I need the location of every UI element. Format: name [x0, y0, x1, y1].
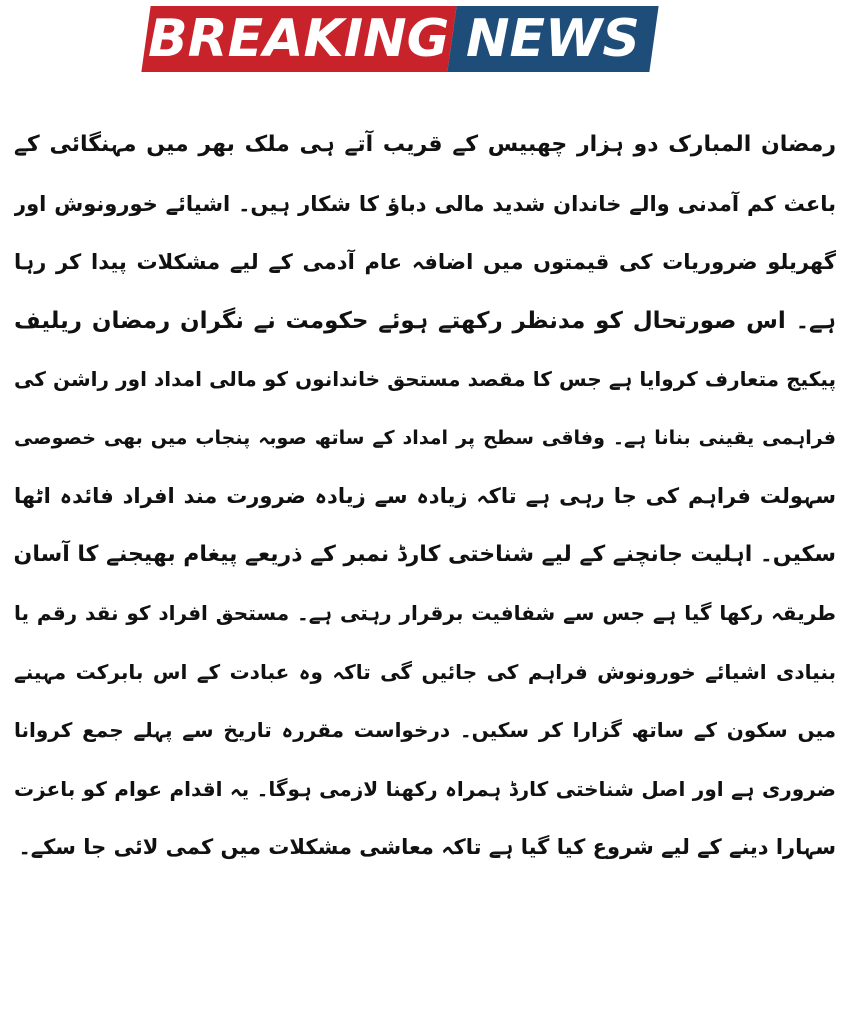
banner-news-block: [447, 6, 658, 72]
article-line: ضروری ہے اور اصل شناختی کارڈ ہمراہ رکھنا لازمی ہوگا۔ یہ اقدام عوام کو باعزت: [14, 776, 836, 801]
article-line: پیکیج متعارف کروایا ہے جس کا مقصد مستحق خاندانوں کو مالی امداد اور راشن کی: [14, 367, 836, 391]
article-line: گھریلو ضروریات کی قیمتوں میں اضافہ عام آدمی کے لیے مشکلات پیدا کر رہا: [14, 250, 836, 274]
article-line: سہارا دینے کے لیے شروع کیا گیا ہے تاکہ معاشی مشکلات میں کمی لائی جا سکے۔: [18, 835, 836, 859]
breaking-news-banner: [146, 6, 654, 72]
article-line: میں سکون کے ساتھ گزارا کر سکیں۔ درخواست مقررہ تاریخ سے پہلے جمع کروانا: [14, 718, 836, 742]
banner-news-text: NEWS: [466, 9, 640, 69]
article-line: سہولت فراہم کی جا رہی ہے تاکہ زیادہ سے زیادہ ضرورت مند افراد فائدہ اٹھا: [14, 484, 836, 508]
article-line: بنیادی اشیائے خورونوش فراہم کی جائیں گی تاکہ وہ عبادت کے اس بابرکت مہینے: [14, 659, 836, 684]
article-line: طریقہ رکھا گیا ہے جس سے شفافیت برقرار رہتی ہے۔ مستحق افراد کو نقد رقم یا: [14, 601, 836, 625]
banner-breaking-text: BREAKING: [148, 9, 450, 69]
article-line: باعث کم آمدنی والے خاندان شدید مالی دباؤ کا شکار ہیں۔ اشیائے خورونوش اور: [14, 191, 836, 216]
banner-breaking-block: [141, 6, 456, 72]
article-line: سکیں۔ اہلیت جانچنے کے لیے شناختی کارڈ نمبر کے ذریعے پیغام بھیجنے کا آسان: [14, 541, 836, 567]
article-line: ہے۔ اس صورتحال کو مدنظر رکھتے ہوئے حکومت نے نگران رمضان ریلیف: [14, 307, 836, 334]
article-line: فراہمی یقینی بنانا ہے۔ وفاقی سطح پر امداد کے ساتھ صوبہ پنجاب میں بھی خصوصی: [14, 426, 836, 449]
article-body: [14, 116, 836, 1016]
article-line: رمضان المبارک دو ہزار چھبیس کے قریب آتے ہی ملک بھر میں مہنگائی کے: [14, 132, 836, 157]
